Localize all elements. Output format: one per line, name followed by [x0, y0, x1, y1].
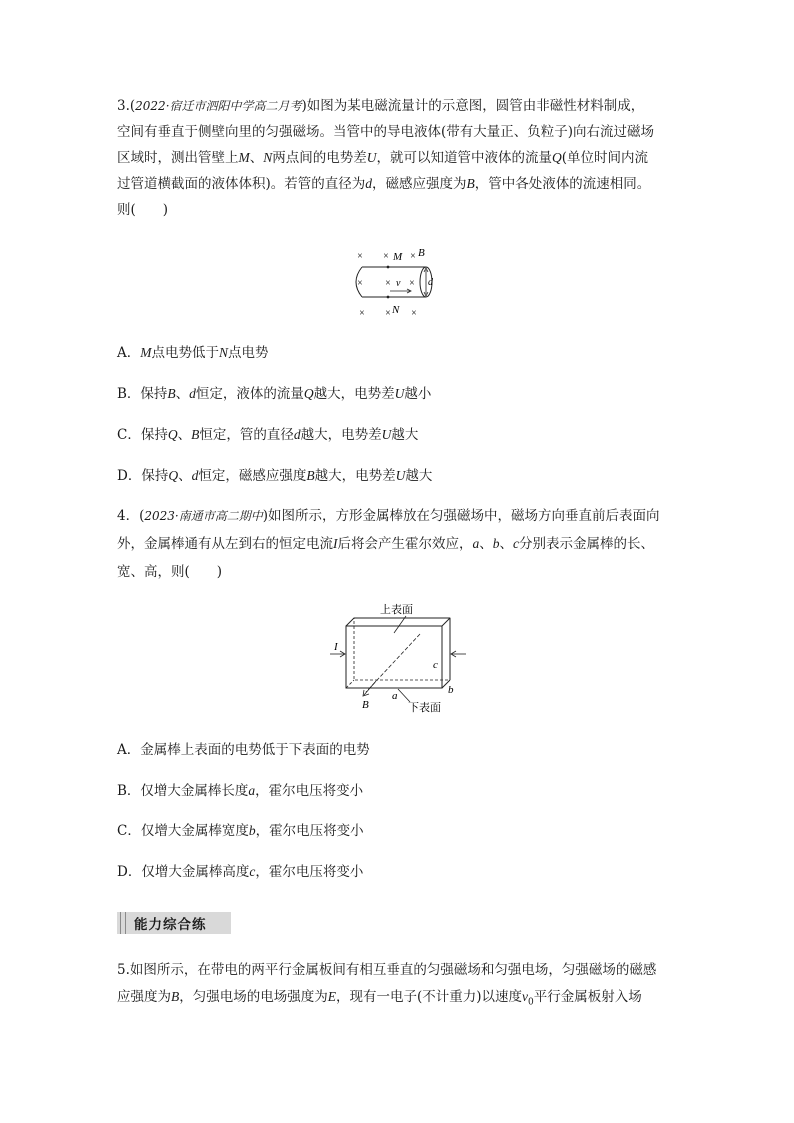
field-cross: × — [409, 278, 415, 289]
pipe-body — [362, 267, 426, 297]
option-letter: D． — [117, 468, 142, 484]
section-title: 能力综合练 — [134, 917, 207, 933]
q4-option-a: A．金属棒上表面的电势低于下表面的电势 — [117, 742, 370, 758]
q3-option-b: B．保持B、d恒定，液体的流量Q越大，电势差U越小 — [117, 386, 432, 402]
section-heading — [117, 912, 231, 934]
point-M — [387, 266, 390, 269]
q4-option-d: D．仅增大金属棒高度c，霍尔电压将变小 — [117, 864, 364, 880]
label-B: B — [418, 247, 425, 259]
q3-line-2: 空间有垂直于侧壁向里的匀强磁场。当管中的导电液体(带有大量正、负粒子)向右流过磁场 — [117, 124, 655, 140]
q5-line-1: 5.如图所示，在带电的两平行金属板间有相互垂直的匀强磁场和匀强电场，匀强磁场的磁感 — [117, 962, 657, 978]
option-letter: C． — [117, 823, 141, 839]
flowmeter-figure — [348, 245, 444, 323]
bottom-surface-label: 下表面 — [408, 702, 441, 714]
label-N: N — [392, 304, 400, 316]
q3-line-1: 3.(2022·宿迁市泗阳中学高二月考)如图为某电磁流量计的示意图，圆管由非磁性材料制成， — [117, 98, 645, 114]
q3-option-c: C．保持Q、B恒定，管的直径d越大，电势差U越大 — [117, 427, 419, 443]
hall-bar-figure — [326, 600, 472, 716]
q3-line-4: 过管道横截面的液体体积)。若管的直径为d，磁感应强度为B，管中各处液体的流速相同。 — [117, 176, 651, 192]
label-B: B — [362, 699, 369, 711]
q4-line-1: 4．(2023·南通市高二期中)如图所示，方形金属棒放在匀强磁场中，磁场方向垂直前后表面向 — [117, 508, 660, 524]
q4-line-2: 外，金属棒通有从左到右的恒定电流I后将会产生霍尔效应，a、b、c分别表示金属棒的长、 — [117, 536, 654, 552]
q4-line-3: 宽、高，则( ) — [117, 564, 223, 580]
option-letter: A． — [117, 742, 141, 758]
field-cross: × — [411, 308, 417, 319]
label-a: a — [392, 690, 398, 702]
field-cross: × — [357, 278, 363, 289]
label-v: v — [396, 278, 401, 289]
label-c: c — [433, 659, 438, 671]
label-M: M — [393, 251, 403, 263]
top-surface-label: 上表面 — [380, 604, 413, 616]
section-marker — [120, 912, 126, 934]
q4-option-c: C．仅增大金属棒宽度b，霍尔电压将变小 — [117, 823, 364, 839]
field-cross: × — [385, 308, 391, 319]
option-letter: D． — [117, 864, 142, 880]
q5-line-2: 应强度为B，匀强电场的电场强度为E，现有一电子(不计重力)以速度$v_0$平行金属板射入场 — [117, 989, 642, 1008]
q3-option-d: D．保持Q、d恒定，磁感应强度B越大，电势差U越大 — [117, 468, 433, 484]
point-N — [387, 296, 390, 299]
field-cross: × — [385, 278, 391, 289]
option-letter: C． — [117, 427, 141, 443]
bar-front-face — [346, 626, 442, 688]
label-I: I — [334, 641, 338, 653]
q4-option-b: B．仅增大金属棒长度a，霍尔电压将变小 — [117, 783, 364, 799]
q3-line-3: 区域时，测出管壁上M、N两点间的电势差U，就可以知道管中液体的流量Q(单位时间内流 — [117, 150, 649, 166]
option-letter: B． — [117, 783, 141, 799]
field-cross: × — [357, 251, 363, 262]
field-cross: × — [359, 308, 365, 319]
field-cross: × — [410, 251, 416, 262]
label-b: b — [448, 684, 454, 696]
q3-line-5: 则( ) — [117, 202, 169, 218]
field-cross: × — [383, 251, 389, 262]
q3-option-a: A．M点电势低于N点电势 — [117, 345, 269, 361]
option-letter: B． — [117, 386, 141, 402]
option-letter: A． — [117, 345, 141, 361]
label-d: d — [428, 277, 433, 288]
